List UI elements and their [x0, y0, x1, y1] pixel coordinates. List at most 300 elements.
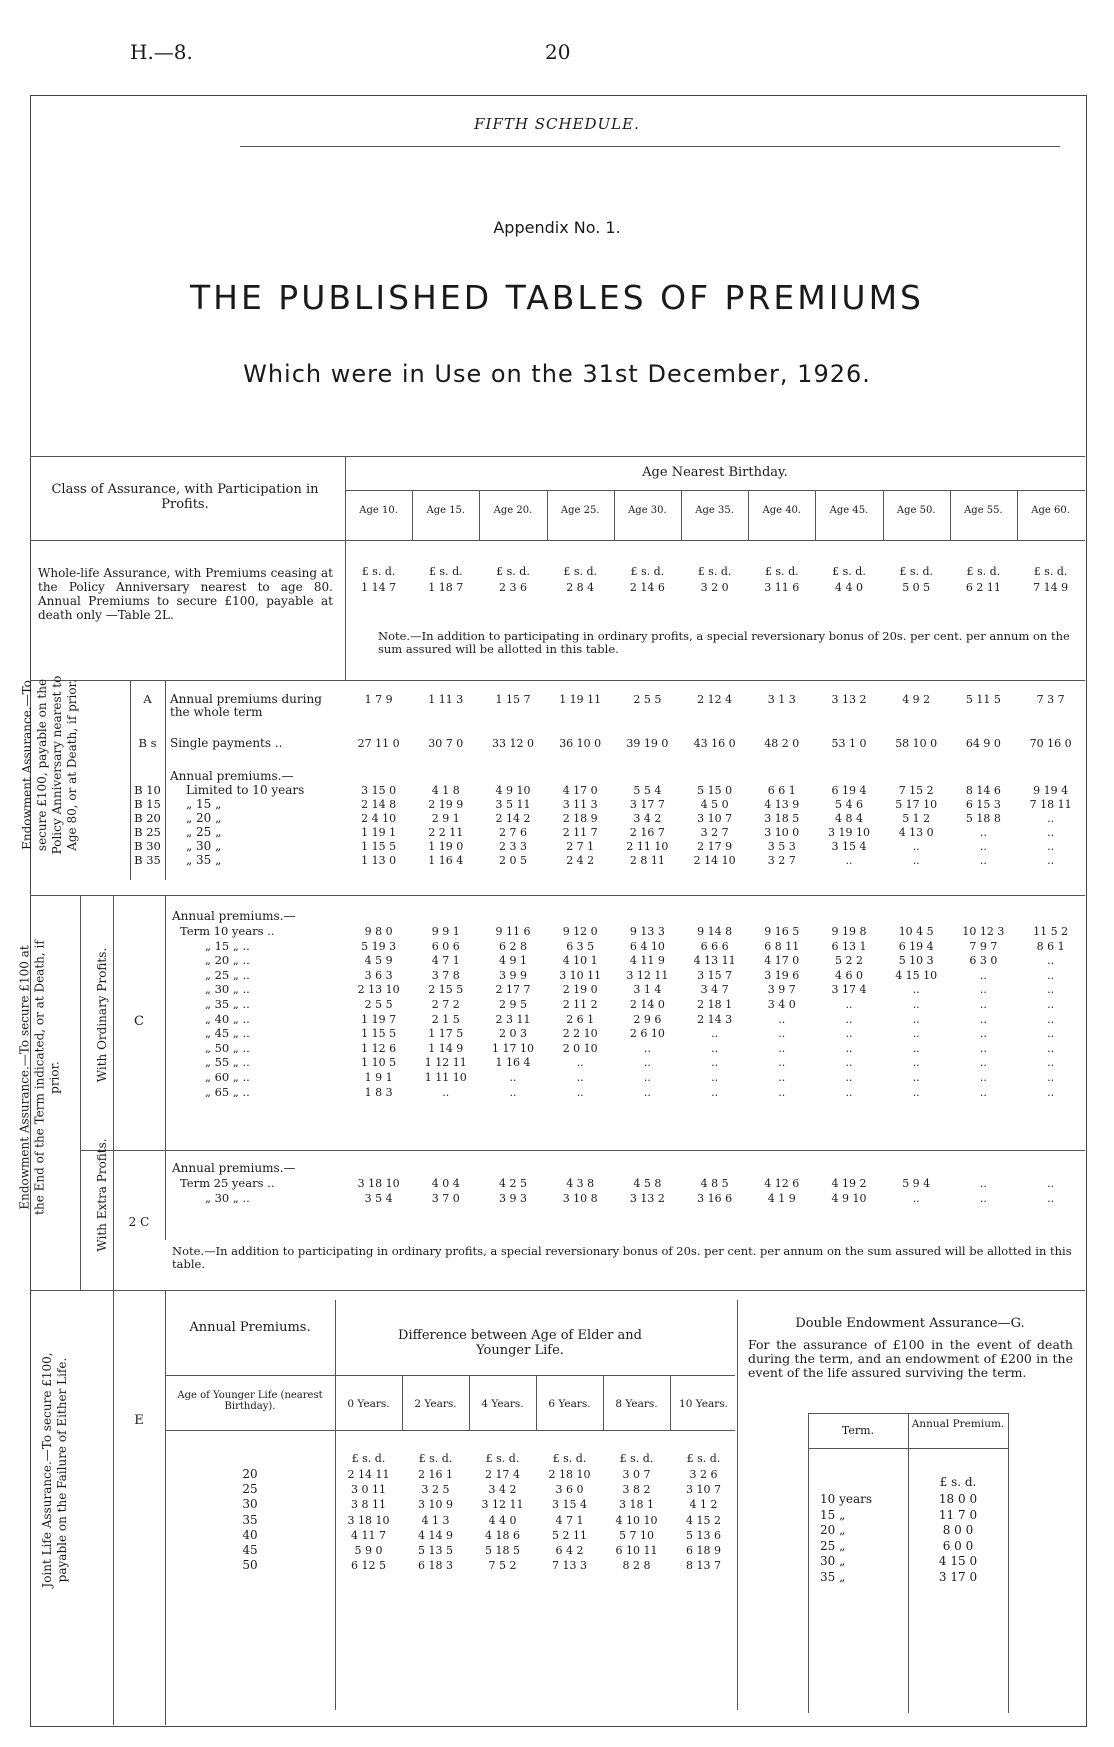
premium-value: ..	[1047, 998, 1055, 1011]
table-rule	[808, 1448, 1008, 1449]
premium-value: 48 2 0	[764, 737, 800, 750]
term-value: 20 „	[820, 1523, 846, 1537]
endowment-term-note: Note.—In addition to participating in ordinary profits, a special reversionary bonus of 20s. per cent. per annum on the sum assured will be allotted in this table.	[172, 1244, 1072, 1271]
table-border	[808, 1413, 809, 1713]
page-title: THE PUBLISHED TABLES OF PREMIUMS	[189, 278, 925, 317]
section-rule	[30, 895, 1085, 896]
page-subtitle: Which were in Use on the 31st December, 1926.	[243, 360, 871, 388]
extra-heading: Annual premiums.—	[172, 1161, 296, 1175]
premium-value: ..	[912, 1192, 920, 1205]
premium-value: 2 0 5	[498, 854, 527, 867]
premium-value: 3 10 11	[559, 968, 602, 982]
premium-value: 5 15 0	[697, 784, 733, 797]
premium-value: 3 5 3	[767, 840, 796, 853]
premium-value: 6 0 6	[431, 939, 460, 953]
premium-value: 18 0 0	[938, 1492, 978, 1506]
premium-value: ..	[912, 1027, 920, 1041]
premium-value: 3 12 11	[481, 1498, 524, 1512]
ordinary-profits-label: With Ordinary Profits.	[95, 947, 109, 1083]
age-column-header: Age 60.	[1031, 505, 1070, 516]
premium-value: 9 14 8	[697, 925, 733, 938]
row-label: Single payments ..	[170, 736, 283, 750]
section-divider	[165, 1290, 166, 1725]
premium-value: 6 2 11	[965, 581, 1001, 594]
premium-value: ..	[845, 1041, 853, 1055]
premium-value: 4 5 0	[700, 798, 729, 811]
currency-header: £ s. d.	[832, 565, 866, 578]
row-code: B 30	[134, 839, 161, 853]
ordinary-code: C	[134, 1014, 144, 1029]
premium-value: 1 15 7	[495, 693, 531, 706]
currency-header: £ s. d.	[1033, 565, 1068, 578]
premium-value: 2 2 11	[428, 826, 464, 839]
premium-value: 2 3 3	[498, 840, 527, 853]
premium-value: 4 1 8	[431, 784, 460, 797]
currency-header: £ s. d.	[563, 565, 598, 578]
premium-value: 2 19 9	[428, 798, 464, 811]
premium-value: 7 5 2	[488, 1559, 517, 1573]
premium-value: 4 14 9	[418, 1528, 453, 1542]
row-code: B 10	[134, 783, 161, 797]
appendix-label: Appendix No. 1.	[493, 218, 621, 237]
column-divider	[614, 490, 615, 540]
double-endowment-description: For the assurance of £100 in the event of death during the term, and an endowment of £200 in the event of the life assured surviving the term.	[748, 1337, 1073, 1380]
row-label: „ 30 „	[186, 839, 222, 853]
term-header: Term.	[841, 1424, 875, 1437]
premium-value: 3 2 6	[689, 1468, 718, 1481]
premium-value: 6 13 1	[831, 939, 867, 953]
premium-value: 2 17 4	[485, 1468, 520, 1481]
premium-value: ..	[1047, 1012, 1055, 1026]
extra-profits-label: With Extra Profits.	[95, 1138, 109, 1252]
premium-value: ..	[778, 1027, 786, 1041]
row-label: Limited to 10 years	[186, 783, 305, 797]
premium-value: 2 0 10	[562, 1041, 598, 1055]
premium-value: 1 19 7	[361, 1012, 397, 1026]
premium-value: 1 15 5	[361, 840, 397, 853]
younger-age: 50	[242, 1558, 258, 1573]
age-column-header: Age 20.	[493, 505, 533, 516]
premium-value: 7 14 9	[1033, 581, 1069, 594]
premium-value: 7 13 3	[552, 1559, 587, 1573]
premium-value: 1 17 10	[491, 1041, 534, 1055]
premium-value: ..	[711, 1071, 719, 1084]
joint-life-difference-header: Difference between Age of Elder and Younger Life.	[398, 1328, 642, 1358]
premium-value: ..	[845, 1012, 853, 1026]
premium-value: 2 14 8	[361, 798, 397, 811]
premium-value: 5 11 5	[965, 693, 1001, 706]
row-label: „ 15 „ ..	[205, 938, 250, 953]
whole-life-description: Whole-life Assurance, with Premiums ceasing at the Policy Anniversary nearest to age 80. Annual Premiums to secure £100, payable at death only —Table 2L.	[38, 566, 333, 622]
premium-value: 3 18 5	[764, 812, 800, 825]
premium-value: ..	[845, 1071, 853, 1084]
premium-value: 4 8 4	[834, 812, 863, 825]
age-column-header: Age 50.	[896, 505, 936, 516]
row-label: „ 30 „ ..	[205, 1191, 250, 1205]
premium-value: 4 6 0	[834, 968, 863, 982]
age-column-header: Age 55.	[964, 505, 1003, 516]
premium-value: 1 18 7	[428, 581, 464, 594]
endowment-term-group-label: Endowment Assurance.—To secure £100 at the End of the Term indicated, or at Death, if prior.	[17, 940, 62, 1215]
premium-value: 3 7 0	[431, 1192, 460, 1205]
premium-value: 5 10 3	[898, 954, 934, 968]
premium-value: ..	[845, 1056, 853, 1070]
premium-value: 2 7 6	[498, 826, 527, 839]
premium-value: 2 14 2	[495, 812, 531, 825]
premium-value: ..	[979, 1041, 987, 1055]
premium-value: 3 10 9	[418, 1498, 453, 1512]
premium-value: 33 12 0	[491, 737, 534, 750]
age-header: Age Nearest Birthday.	[642, 465, 788, 480]
premium-value: 6 3 5	[566, 939, 595, 953]
premium-value: 2 5 5	[364, 998, 393, 1011]
premium-value: 2 13 10	[357, 983, 400, 997]
premium-value: ..	[1047, 1192, 1055, 1205]
premium-value: 6 19 4	[831, 784, 867, 797]
premium-value: 6 6 1	[767, 784, 796, 797]
premium-value: 2 12 4	[697, 693, 733, 706]
joint-column-header: 10 Years.	[679, 1398, 728, 1410]
row-label: „ 35 „ ..	[205, 997, 250, 1011]
premium-value: 6 3 0	[969, 954, 998, 968]
column-divider	[469, 1375, 470, 1430]
premium-value: 3 15 7	[697, 968, 733, 982]
premium-value: 5 7 10	[619, 1528, 654, 1542]
premium-value: 9 11 6	[495, 925, 531, 938]
premium-value: 4 12 6	[764, 1177, 800, 1190]
premium-value: 3 4 2	[633, 812, 662, 825]
premium-value: ..	[1047, 1056, 1055, 1070]
premium-value: ..	[845, 1027, 853, 1041]
premium-value: 1 11 10	[424, 1071, 467, 1084]
joint-column-header: 8 Years.	[615, 1398, 658, 1410]
premium-value: 5 18 5	[485, 1544, 520, 1557]
joint-life-annual-header: Annual Premiums.	[189, 1320, 311, 1335]
premium-value: 6 4 10	[629, 939, 665, 953]
premium-value: 3 16 6	[697, 1192, 733, 1205]
premium-value: 1 9 1	[364, 1071, 393, 1084]
premium-value: 5 9 0	[354, 1544, 383, 1557]
premium-value: 2 14 10	[693, 854, 736, 867]
premium-value: 3 10 0	[764, 826, 800, 839]
premium-value: 4 9 1	[498, 954, 527, 968]
premium-value: 2 14 11	[347, 1468, 390, 1481]
premium-value: 5 18 8	[965, 812, 1001, 825]
row-label: „ 20 „ ..	[205, 953, 250, 968]
premium-value: ..	[979, 1027, 987, 1041]
premium-value: 3 5 4	[364, 1192, 393, 1205]
premium-value: 3 17 4	[831, 983, 867, 997]
premium-value: 2 14 3	[697, 1012, 733, 1026]
premium-value: 3 10 7	[697, 812, 733, 825]
premium-value: 9 19 4	[1033, 784, 1069, 797]
premium-value: 2 8 11	[629, 854, 665, 867]
premium-value: 2 16 1	[418, 1468, 453, 1481]
premium-value: ..	[1047, 854, 1055, 867]
premium-value: ..	[845, 998, 853, 1011]
row-label: „ 25 „	[186, 825, 222, 839]
premium-value: ..	[1047, 1177, 1055, 1190]
premium-value: 3 4 7	[700, 983, 729, 997]
currency-header: £ s. d.	[899, 565, 934, 578]
premium-value: 1 12 11	[424, 1056, 467, 1070]
premium-value: 3 0 7	[622, 1468, 651, 1481]
joint-column-header: 4 Years.	[481, 1398, 524, 1410]
column-divider	[681, 490, 682, 540]
age-column-header: Age 15.	[426, 505, 466, 516]
premium-value: ..	[979, 840, 987, 853]
document-reference: H.—8.	[130, 40, 193, 64]
currency-header: £ s. d.	[686, 1452, 721, 1465]
premium-value: 2 9 1	[431, 812, 460, 825]
premium-value: 3 18 1	[619, 1498, 654, 1512]
term-value: 10 years	[820, 1492, 873, 1506]
premium-value: 4 9 10	[495, 784, 531, 797]
premium-value: 4 7 1	[555, 1513, 584, 1527]
age-column-header: Age 45.	[829, 505, 869, 516]
term-value: 30 „	[820, 1554, 846, 1568]
premium-value: ..	[509, 1071, 517, 1084]
premium-value: ..	[643, 1041, 651, 1055]
premium-value: ..	[643, 1056, 651, 1070]
premium-value: 4 4 0	[834, 581, 863, 594]
section-divider	[80, 895, 81, 1290]
premium-value: 10 12 3	[962, 925, 1005, 938]
premium-value: ..	[979, 1177, 987, 1190]
premium-value: 4 10 10	[615, 1513, 658, 1527]
premium-value: 2 5 5	[633, 693, 662, 706]
premium-value: 3 8 11	[351, 1498, 386, 1512]
premium-value: 4 1 9	[767, 1192, 796, 1205]
premium-value: 58 10 0	[895, 737, 938, 750]
extra-code: 2 C	[128, 1215, 150, 1229]
premium-value: ..	[912, 1056, 920, 1070]
premium-value: 1 14 7	[361, 581, 397, 594]
premium-value: 3 19 6	[764, 968, 800, 982]
premium-value: 2 7 2	[431, 998, 460, 1011]
premium-value: ..	[912, 1012, 920, 1026]
premium-value: 3 9 7	[767, 983, 796, 997]
column-divider	[950, 490, 951, 540]
section-rule	[30, 680, 1085, 681]
premium-value: 3 18 10	[357, 1177, 400, 1190]
premium-value: 4 13 9	[764, 798, 800, 811]
premium-value: 2 9 6	[633, 1012, 662, 1026]
premium-value: 5 13 6	[686, 1528, 721, 1542]
premium-value: 3 10 7	[686, 1483, 721, 1497]
premium-value: ..	[711, 1027, 719, 1041]
premium-value: 4 13 0	[898, 826, 934, 839]
younger-age: 30	[242, 1497, 258, 1512]
premium-value: 7 9 7	[969, 939, 998, 953]
premium-value: 1 12 6	[361, 1041, 397, 1055]
ordinary-heading: Annual premiums.—	[172, 909, 296, 923]
premium-value: 1 15 5	[361, 1027, 397, 1041]
premium-value: ..	[576, 1071, 584, 1084]
row-code: B 20	[134, 811, 161, 825]
premium-value: 9 13 3	[629, 925, 665, 938]
premium-value: 3 5 11	[495, 798, 531, 811]
premium-value: 2 6 1	[566, 1012, 595, 1026]
younger-age: 35	[242, 1512, 258, 1527]
premium-value: 1 11 3	[428, 693, 464, 706]
term-value: 25 „	[820, 1538, 846, 1553]
premium-value: 4 7 1	[431, 954, 460, 968]
premium-value: 2 17 7	[495, 983, 531, 997]
premium-value: 5 4 6	[834, 798, 863, 811]
row-label: „ 55 „ ..	[205, 1055, 250, 1070]
premium-value: 5 17 10	[895, 798, 938, 811]
premium-value: 70 16 0	[1029, 737, 1072, 750]
younger-life-header: Age of Younger Life (nearest Birthday).	[177, 1390, 323, 1412]
premium-value: 5 19 3	[361, 939, 397, 953]
premium-value: 3 4 2	[488, 1483, 517, 1497]
section-rule	[30, 1290, 1085, 1291]
premium-value: 2 18 10	[548, 1468, 591, 1481]
premium-value: 1 16 4	[495, 1056, 531, 1070]
premium-value: ..	[778, 1012, 786, 1026]
row-label: „ 35 „	[186, 853, 222, 867]
premium-value: 5 13 5	[418, 1544, 453, 1557]
premium-value: 2 7 1	[566, 840, 595, 853]
premium-value: ..	[711, 1041, 719, 1055]
premium-value: 5 9 4	[902, 1177, 931, 1190]
premium-value: 2 16 7	[629, 826, 665, 839]
row-label: „ 25 „ ..	[205, 967, 250, 982]
premium-header: Annual Premium.	[911, 1418, 1005, 1430]
younger-age: 20	[242, 1467, 258, 1481]
currency-header: £ s. d.	[351, 1452, 386, 1465]
row-label: „ 40 „ ..	[205, 1011, 250, 1026]
premium-value: 2 3 11	[495, 1012, 531, 1026]
premium-value: 4 2 5	[498, 1177, 527, 1190]
premium-value: ..	[509, 1085, 517, 1099]
row-label: Annual premiums.—	[170, 769, 294, 783]
age-column-header: Age 35.	[695, 505, 734, 516]
premium-value: 3 8 2	[622, 1483, 651, 1497]
endowment-death-group-label: Endowment Assurance.—To secure £100, payable on the Policy Anniversary nearest to Age 80, or at Death, if prior.	[20, 675, 79, 855]
premium-value: 6 12 5	[351, 1559, 386, 1573]
premium-value: 3 11 3	[562, 798, 598, 811]
joint-column-header: 2 Years.	[414, 1398, 457, 1410]
premium-value: 4 10 1	[562, 954, 598, 968]
premium-value: ..	[1047, 1027, 1055, 1041]
premium-value: 2 6 10	[629, 1027, 665, 1041]
age-column-header: Age 10.	[359, 505, 398, 516]
premium-value: 9 16 5	[764, 925, 800, 938]
premium-value: 1 16 4	[428, 854, 464, 867]
table-rule	[165, 1430, 735, 1431]
premium-value: 3 1 3	[767, 693, 796, 706]
premium-value: ..	[778, 1085, 786, 1099]
premium-value: 4 3 8	[566, 1177, 595, 1190]
premium-value: 5 2 11	[552, 1528, 587, 1542]
premium-value: ..	[576, 1085, 584, 1099]
premium-value: 1 10 5	[361, 1056, 397, 1070]
premium-value: 8 14 6	[965, 784, 1001, 797]
currency-header: £ s. d.	[428, 565, 463, 578]
premium-value: 3 18 10	[347, 1513, 390, 1527]
row-label: „ 50 „ ..	[205, 1040, 250, 1055]
currency-header: £ s. d.	[630, 565, 665, 578]
premium-value: 1 19 0	[428, 840, 464, 853]
premium-value: 4 18 6	[485, 1528, 520, 1542]
premium-value: 4 5 9	[364, 954, 393, 968]
premium-value: 9 19 8	[831, 925, 867, 938]
premium-value: ..	[1047, 1071, 1055, 1084]
row-label: „ 65 „ ..	[205, 1084, 250, 1099]
premium-value: ..	[778, 1056, 786, 1070]
currency-header: £ s. d.	[418, 1452, 453, 1465]
premium-value: 6 18 9	[686, 1544, 721, 1557]
section-divider	[113, 1290, 114, 1725]
column-divider	[412, 490, 413, 540]
joint-column-header: 6 Years.	[548, 1398, 591, 1410]
row-code: A	[143, 692, 152, 706]
section-rule	[80, 1150, 1085, 1151]
premium-value: 36 10 0	[559, 737, 602, 750]
premium-value: ..	[979, 1085, 987, 1099]
premium-value: 3 2 7	[700, 826, 729, 839]
premium-value: 3 2 5	[421, 1483, 450, 1497]
class-header: Class of Assurance, with Participation in Profits.	[51, 482, 319, 512]
premium-value: 3 15 4	[552, 1498, 587, 1512]
premium-value: 2 11 7	[562, 826, 598, 839]
joint-life-code: E	[134, 1413, 144, 1428]
premium-value: ..	[912, 998, 920, 1011]
premium-value: 9 9 1	[431, 925, 460, 938]
premium-value: 2 11 10	[626, 840, 669, 853]
younger-age: 25	[242, 1482, 258, 1497]
column-divider	[603, 1375, 604, 1430]
premium-value: 4 15 0	[938, 1554, 978, 1568]
premium-value: 2 3 6	[498, 581, 527, 594]
premium-value: ..	[845, 854, 853, 867]
row-label: „ 20 „	[186, 811, 222, 825]
premium-value: 8 6 1	[1036, 939, 1065, 953]
premium-value: 4 9 2	[902, 693, 931, 706]
column-divider	[670, 1375, 671, 1430]
premium-value: ..	[912, 1041, 920, 1055]
premium-value: 6 2 8	[498, 939, 527, 953]
premium-value: 4 4 0	[488, 1513, 517, 1527]
premium-value: ..	[778, 1071, 786, 1084]
premium-value: 2 2 10	[562, 1027, 598, 1041]
premium-value: 4 5 8	[633, 1177, 662, 1190]
premium-value: ..	[643, 1085, 651, 1099]
currency-header: £ s. d.	[966, 565, 1001, 578]
younger-age: 40	[242, 1527, 258, 1542]
premium-value: 6 10 11	[615, 1544, 658, 1557]
premium-value: 4 1 2	[689, 1498, 718, 1512]
term-value: 35 „	[820, 1569, 846, 1584]
premium-value: 3 17 0	[938, 1569, 978, 1584]
table-border	[1008, 1413, 1009, 1713]
premium-value: ..	[1047, 968, 1055, 982]
currency-header: £ s. d.	[619, 1452, 654, 1465]
premium-value: 11 7 0	[938, 1507, 978, 1522]
premium-value: 8 2 8	[622, 1559, 651, 1573]
premium-value: 8 13 7	[686, 1559, 721, 1573]
premium-value: 6 4 2	[555, 1544, 584, 1557]
premium-value: 2 4 2	[566, 854, 595, 867]
row-code: B 15	[134, 797, 161, 811]
premium-value: ..	[1047, 826, 1055, 839]
premium-value: ..	[912, 1071, 920, 1084]
row-label: „ 30 „ ..	[205, 982, 250, 997]
section-divider	[165, 895, 166, 1240]
premium-value: 3 1 4	[633, 983, 662, 997]
